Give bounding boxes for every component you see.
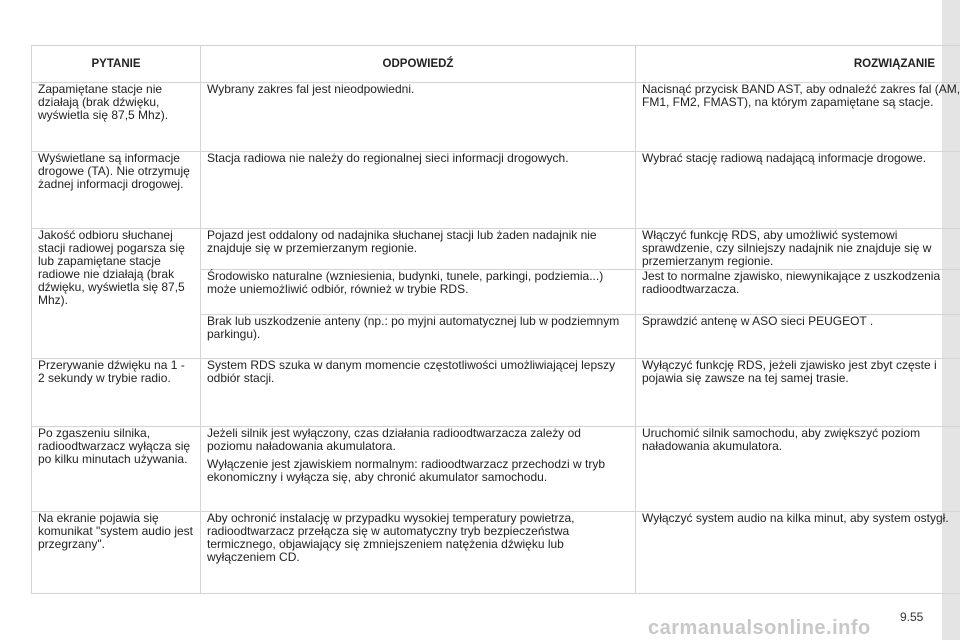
table-row <box>32 229 960 270</box>
question-cell: Zapamiętane stacje nie działają (brak dźwięku, wyświetla się 87,5 Mhz). <box>32 83 201 152</box>
answer-text: Stacja radiowa nie należy do regionalnej sieci informacji drogowych. <box>207 151 569 165</box>
answer-cell <box>201 512 636 594</box>
answer-cell <box>201 270 636 315</box>
solution-cell: Jest to normalne zjawisko, niewynikające z uszkodzenia radioodtwarzacza. <box>636 270 960 315</box>
header-answer: ODPOWIEDŹ <box>201 46 636 83</box>
table-row <box>32 359 960 427</box>
answer-cell <box>201 315 636 359</box>
question-cell: Przerywanie dźwięku na 1 - 2 sekundy w trybie radio. <box>32 359 201 427</box>
answer-cell <box>201 427 636 512</box>
header-row <box>32 46 960 83</box>
answer-cell <box>201 152 636 229</box>
solution-cell: Uruchomić silnik samochodu, aby zwiększyć poziom naładowania akumulatora. <box>636 427 960 512</box>
table-row <box>32 427 960 512</box>
answer-text: Pojazd jest oddalony od nadajnika słuchanej stacji lub żaden nadajnik nie znajduje się w przemierzanym regionie. <box>207 228 597 255</box>
question-cell: Na ekranie pojawia się komunikat "system audio jest przegrzany". <box>32 512 201 594</box>
watermark: carmanualsonline.info <box>648 617 871 639</box>
answer-text: Wybrany zakres fal jest nieodpowiedni. <box>207 82 415 96</box>
page-number: 9.55 <box>900 610 924 624</box>
question-cell: Jakość odbioru słuchanej stacji radiowej pogarsza się lub zapamiętane stacje radiowe nie działają (brak dźwięku, wyświetla się 87,5 Mhz). <box>32 229 201 359</box>
solution-cell: Wyłączyć system audio na kilka minut, aby system ostygł. <box>636 512 960 594</box>
answer-text: Jeżeli silnik jest wyłączony, czas działania radioodtwarzacza zależy od poziomu naładowania akumulatora. <box>207 426 581 453</box>
solution-cell: Wybrać stację radiową nadającą informacje drogowe. <box>636 152 960 229</box>
answer-text: System RDS szuka w danym momencie częstotliwości umożliwiającej lepszy odbiór stacji. <box>207 358 616 385</box>
solution-cell: Włączyć funkcję RDS, aby umożliwić systemowi sprawdzenie, czy silniejszy nadajnik nie znajduje się w przemierzanym regionie. <box>636 229 960 270</box>
answer-text: Aby ochronić instalację w przypadku wysokiej temperatury powietrza, radioodtwarzacz przełącza się w automatyczny tryb bezpieczeństwa termicznego, objawiający się zmniejszeniem natężenia dźwięku lub wyłączeniem CD. <box>207 511 575 564</box>
answer-cell <box>201 83 636 152</box>
answer-text: Środowisko naturalne (wzniesienia, budynki, tunele, parkingi, podziemia...) może uniemożliwić odbiór, również w trybie RDS. <box>207 269 604 296</box>
header-question: PYTANIE <box>32 46 201 83</box>
header-solution: ROZWIĄZANIE <box>636 46 960 83</box>
answer-text: Brak lub uszkodzenie anteny (np.: po myjni automatycznej lub w podziemnym parkingu). <box>207 314 620 341</box>
answer-cell <box>201 359 636 427</box>
answer-cell <box>201 229 636 270</box>
answer-text: Wyłączenie jest zjawiskiem normalnym: radioodtwarzacz przechodzi w tryb ekonomiczny i wyłącza się, aby chronić akumulator samochodu. <box>207 457 606 484</box>
table-row <box>32 512 960 594</box>
table-row <box>32 83 960 152</box>
table-row <box>32 152 960 229</box>
solution-cell: Sprawdzić antenę w ASO sieci PEUGEOT . <box>636 315 960 359</box>
question-cell: Wyświetlane są informacje drogowe (TA). Nie otrzymuję żadnej informacji drogowej. <box>32 152 201 229</box>
solution-cell: Nacisnąć przycisk BAND AST, aby odnaleźć zakres fal (AM, FM1, FM2, FMAST), na którym zapamiętane są stacje. <box>636 83 960 152</box>
question-cell: Po zgaszeniu silnika, radioodtwarzacz wyłącza się po kilku minutach używania. <box>32 427 201 512</box>
faq-table <box>31 45 960 594</box>
solution-cell: Wyłączyć funkcję RDS, jeżeli zjawisko jest zbyt częste i pojawia się zawsze na tej samej trasie. <box>636 359 960 427</box>
